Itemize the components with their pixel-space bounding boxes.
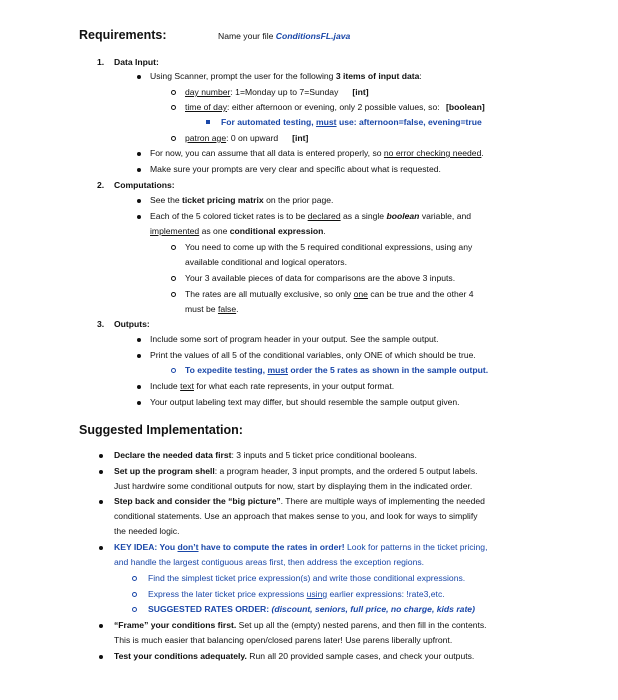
s2-sub-1-line-2: available conditional and logical operators. xyxy=(185,257,347,267)
s3-bullet-2: Print the values of all 5 of the conditional variables, only ONE of which should be true. xyxy=(150,350,476,360)
file-name-line: Name your file ConditionsFL.java xyxy=(218,31,351,41)
square-bullet-icon xyxy=(206,120,210,124)
bullet-icon xyxy=(137,199,141,203)
s1-bullet-1: Using Scanner, prompt the user for the following 3 items of input data: xyxy=(150,71,422,81)
bullet-icon xyxy=(137,168,141,172)
s1-time-of-day: time of day: either afternoon or evening, only 2 possible values, so: [boolean] xyxy=(185,102,485,112)
bullet-icon xyxy=(137,354,141,358)
s2-bullet-2-line-1: Each of the 5 colored ticket rates is to be declared as a single boolean variable, and xyxy=(150,211,472,221)
s2-sub-1-line-1: You need to come up with the 5 required conditional expressions, using any xyxy=(185,242,473,252)
impl-key-sub-2: Express the later ticket price expressions using earlier expressions: !rate3,etc. xyxy=(148,589,445,599)
bullet-icon xyxy=(137,152,141,156)
section-1-number: 1. xyxy=(97,57,105,67)
impl-item-2-line-2: Just hardwire some conditional outputs for now, start by displaying them in the indicated order. xyxy=(114,481,473,491)
circle-bullet-icon xyxy=(171,90,176,95)
s3-bullet-4: Your output labeling text may differ, but should resemble the sample output given. xyxy=(150,397,460,407)
bullet-icon xyxy=(99,454,103,458)
s1-bullet-2: For now, you can assume that all data is entered properly, so no error checking needed. xyxy=(150,148,484,158)
impl-key-idea-line-2: and handle the largest contiguous areas first, then address the exception regions. xyxy=(114,557,425,567)
circle-bullet-icon xyxy=(171,368,176,373)
impl-item-6: Test your conditions adequately. Run all 20 provided sample cases, and check your outputs. xyxy=(114,651,475,661)
impl-key-sub-3: SUGGESTED RATES ORDER: (discount, seniors, full price, no charge, kids rate) xyxy=(148,604,475,614)
s3-expedite-testing: To expedite testing, must order the 5 rates as shown in the sample output. xyxy=(185,365,489,375)
circle-bullet-icon xyxy=(132,607,137,612)
circle-bullet-icon xyxy=(132,592,137,597)
s2-sub-3-line-2: must be false. xyxy=(185,304,239,314)
s3-bullet-1: Include some sort of program header in your output. See the sample output. xyxy=(150,334,439,344)
s2-bullet-2-line-2: implemented as one conditional expression. xyxy=(150,226,326,236)
impl-item-3-line-2: conditional statements. Use an approach that makes sense to you, and look for ways to simplify xyxy=(114,511,478,521)
impl-key-idea-line-1: KEY IDEA: You don’t have to compute the rates in order! Look for patterns in the ticket pricing, xyxy=(114,542,488,552)
section-3-title: Outputs: xyxy=(114,319,150,329)
s1-patron-age: patron age: 0 on upward [int] xyxy=(185,133,309,143)
s3-bullet-3: Include text for what each rate represents, in your output format. xyxy=(150,381,395,391)
s2-sub-3-line-1: The rates are all mutually exclusive, so only one can be true and the other 4 xyxy=(185,289,474,299)
circle-bullet-icon xyxy=(171,276,176,281)
implementation-heading: Suggested Implementation: xyxy=(79,423,243,437)
s1-bullet-3: Make sure your prompts are very clear and specific about what is requested. xyxy=(150,164,441,174)
s1-automated-testing: For automated testing, must use: afternoon=false, evening=true xyxy=(221,117,482,127)
impl-item-3-line-3: the needed logic. xyxy=(114,526,180,536)
circle-bullet-icon xyxy=(171,245,176,250)
bullet-icon xyxy=(137,401,141,405)
bullet-icon xyxy=(137,75,141,79)
bullet-icon xyxy=(137,215,141,219)
circle-bullet-icon xyxy=(171,292,176,297)
circle-bullet-icon xyxy=(171,105,176,110)
bullet-icon xyxy=(99,624,103,628)
section-2-title: Computations: xyxy=(114,180,175,190)
requirements-heading: Requirements: xyxy=(79,28,167,42)
s2-sub-2: Your 3 available pieces of data for comparisons are the above 3 inputs. xyxy=(185,273,456,283)
impl-item-2-line-1: Set up the program shell: a program header, 3 input prompts, and the ordered 5 output labels. xyxy=(114,466,478,476)
bullet-icon xyxy=(99,500,103,504)
bullet-icon xyxy=(99,546,103,550)
impl-key-sub-1: Find the simplest ticket price expression(s) and write those conditional expressions. xyxy=(148,573,466,583)
impl-item-1: Declare the needed data first: 3 inputs and 5 ticket price conditional booleans. xyxy=(114,450,417,460)
bullet-icon xyxy=(137,385,141,389)
section-1-title: Data Input: xyxy=(114,57,159,67)
bullet-icon xyxy=(99,470,103,474)
section-2-number: 2. xyxy=(97,180,105,190)
impl-item-3-line-1: Step back and consider the “big picture”. There are multiple ways of implementing the needed xyxy=(114,496,485,506)
impl-item-5-line-2: This is much easier that balancing open/closed parens later! Use parens liberally upfront. xyxy=(114,635,453,645)
bullet-icon xyxy=(137,338,141,342)
file-name: ConditionsFL.java xyxy=(275,31,351,41)
circle-bullet-icon xyxy=(132,576,137,581)
circle-bullet-icon xyxy=(171,136,176,141)
impl-item-5-line-1: “Frame” your conditions first. Set up all the (empty) nested parens, and then fill in the contents. xyxy=(114,620,487,630)
s1-day-number: day number: 1=Monday up to 7=Sunday [int] xyxy=(185,87,369,97)
s2-bullet-1: See the ticket pricing matrix on the prior page. xyxy=(150,195,334,205)
bullet-icon xyxy=(99,655,103,659)
section-3-number: 3. xyxy=(97,319,105,329)
